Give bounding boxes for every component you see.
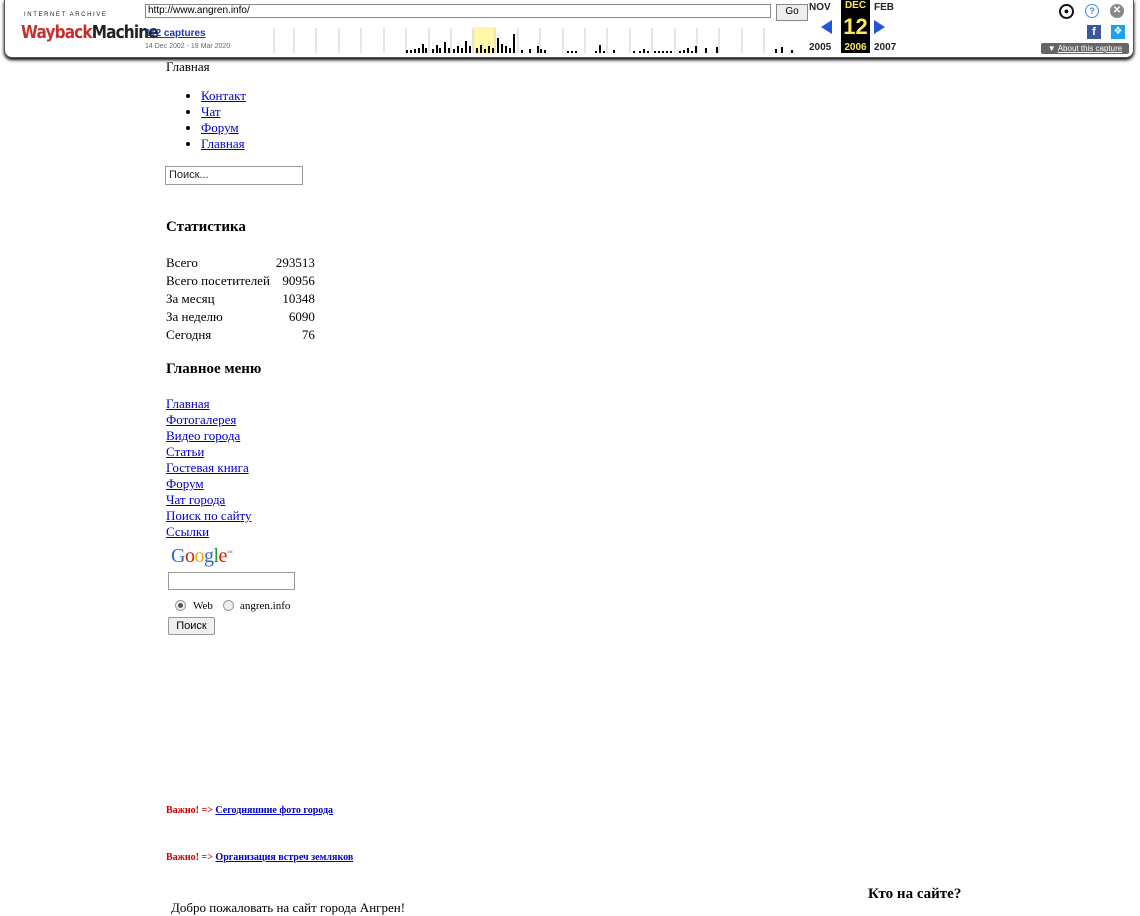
help-icon[interactable]: ? — [1085, 4, 1099, 18]
main-menu — [166, 396, 252, 540]
url-input[interactable]: http://www.angren.info/ — [145, 4, 771, 18]
main-menu-link-city-video[interactable]: Видео города — [166, 428, 241, 443]
facebook-icon[interactable]: f — [1087, 25, 1101, 39]
notice-photos — [166, 805, 333, 816]
site-search-input[interactable]: Поиск... — [165, 166, 303, 185]
notice-link-photos[interactable]: Сегодняшние фото города — [215, 805, 334, 816]
google-search-input[interactable] — [168, 572, 295, 590]
prev-year-label[interactable]: 2005 — [809, 42, 832, 53]
top-nav-item — [201, 88, 246, 104]
stats-value: 6090 — [288, 309, 315, 324]
notice-important-label: Важно! => — [166, 852, 213, 863]
current-day-label: 12 — [841, 12, 870, 42]
stats-value: 76 — [301, 327, 315, 342]
next-capture-arrow-icon[interactable] — [874, 20, 885, 34]
captures-date-range: 14 Dec 2002 - 19 Mar 2020 — [145, 43, 231, 50]
stats-row — [166, 326, 315, 344]
stats-label: Всего посетителей — [166, 273, 270, 288]
top-nav-link-contact[interactable]: Контакт — [201, 88, 246, 103]
stats-label: Всего — [166, 255, 198, 270]
top-nav-link-chat[interactable]: Чат — [201, 104, 221, 119]
radio-web[interactable] — [175, 600, 186, 611]
welcome-text: Добро пожаловать на сайт города Ангрен! — [171, 900, 406, 915]
radio-site[interactable] — [223, 600, 234, 611]
main-menu-link-guestbook[interactable]: Гостевая книга — [166, 460, 249, 475]
stats-title: Статистика — [166, 219, 246, 235]
stats-label: За месяц — [166, 291, 215, 306]
radio-web-label: Web — [193, 600, 213, 612]
next-year-label[interactable]: 2007 — [874, 42, 897, 53]
user-icon[interactable]: ● — [1059, 4, 1074, 19]
top-nav — [166, 88, 246, 152]
stats-value: 90956 — [282, 273, 315, 288]
top-nav-item — [201, 104, 246, 120]
main-menu-link-photogallery[interactable]: Фотогалерея — [166, 412, 237, 427]
main-menu-link-site-search[interactable]: Поиск по сайту — [166, 508, 252, 523]
stats-row — [166, 308, 315, 326]
captures-link[interactable]: 112 captures — [145, 28, 206, 39]
stats-row — [166, 290, 315, 308]
main-menu-link-city-chat[interactable]: Чат города — [166, 492, 226, 507]
wayback-logo[interactable] — [21, 8, 158, 48]
top-nav-link-home[interactable]: Главная — [201, 136, 245, 151]
logo-wayback-text: WaybackMachine — [21, 22, 158, 43]
logo-internet-archive-text: INTERNET ARCHIVE — [24, 12, 108, 18]
main-menu-link-links[interactable]: Ссылки — [166, 524, 210, 539]
next-month-label[interactable]: FEB — [874, 2, 894, 13]
main-menu-title: Главное меню — [166, 361, 262, 377]
main-menu-link-home[interactable]: Главная — [166, 396, 210, 411]
notice-link-meetings[interactable]: Организация встреч земляков — [215, 852, 354, 863]
twitter-icon[interactable]: ❖ — [1111, 25, 1125, 39]
close-icon[interactable]: ✕ — [1110, 4, 1124, 18]
breadcrumb: Главная — [166, 59, 210, 74]
top-nav-item — [201, 120, 246, 136]
main-menu-link-articles[interactable]: Статьи — [166, 444, 205, 459]
stats-label: Сегодня — [166, 327, 212, 342]
top-nav-link-forum[interactable]: Форум — [201, 120, 239, 135]
notice-meetings — [166, 852, 353, 863]
about-capture-button[interactable]: ▼ About this capture — [1041, 43, 1129, 54]
google-search-button[interactable]: Поиск — [168, 617, 215, 635]
prev-capture-arrow-icon[interactable] — [821, 20, 832, 34]
go-button[interactable]: Go — [776, 4, 808, 21]
captures-sparkline[interactable] — [249, 24, 809, 53]
caret-down-icon: ▼ — [1047, 44, 1056, 53]
stats-row — [166, 272, 315, 290]
current-month-label: DEC — [841, 0, 870, 12]
stats-value: 293513 — [275, 255, 315, 270]
stats-table — [166, 254, 315, 344]
current-year-label: 2006 — [841, 42, 870, 53]
prev-month-label[interactable]: NOV — [809, 2, 831, 13]
sparkline-month-dividers — [274, 28, 764, 53]
sparkline-capture-bars — [406, 34, 793, 53]
notice-important-label: Важно! => — [166, 805, 213, 816]
who-online-title: Кто на сайте? — [868, 886, 962, 902]
radio-site-label: angren.info — [240, 600, 291, 612]
top-nav-item — [201, 136, 246, 152]
main-menu-link-forum[interactable]: Форум — [166, 476, 204, 491]
wayback-toolbar — [4, 0, 1134, 58]
stats-row — [166, 254, 315, 272]
stats-value: 10348 — [282, 291, 315, 306]
google-logo[interactable]: Google™ — [171, 545, 233, 567]
stats-label: За неделю — [166, 309, 223, 324]
